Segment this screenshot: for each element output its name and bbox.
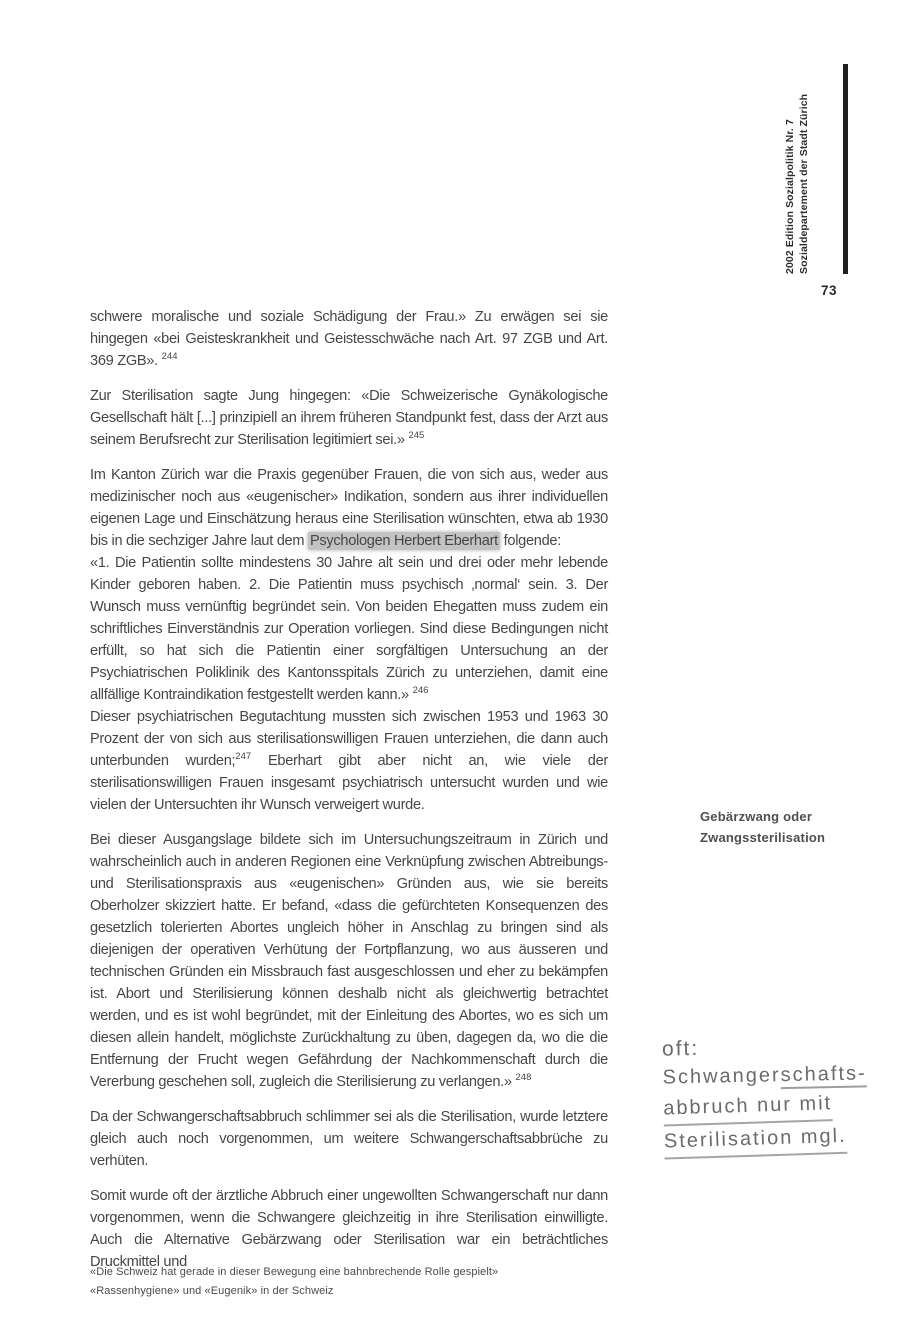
paragraph-2 <box>90 385 608 451</box>
footnote-ref-247: 247 <box>235 751 252 763</box>
paragraph-7-text: Da der Schwangerschaftsabbruch schlimmer sei als die Sterilisation, wurde letztere gleich auch noch vorgenommen, um weitere Schwangerschaftsabbrüche zu verhüten. <box>90 1109 608 1169</box>
footnote-ref-244: 244 <box>161 351 178 363</box>
paragraph-3-text-end: folgende: <box>499 533 561 549</box>
paragraph-4-text: «1. Die Patientin sollte mindestens 30 Jahre alt sein und drei oder mehr lebende Kinder geboren haben. 2. Die Patientin muss psychisch ‚normal‘ sein. 3. Der Wunsch muss vernünftig begründet sein. Von beiden Ehegatten muss zudem ein schriftliches Einverständnis zur Operation vorliegen. Sind diese Bedingungen nicht erfüllt, so hat sich die Patientin einer sorgfältigen Untersuchung an der Psychiatrischen Poliklinik des Kantonsspitals Zürich zu unterziehen, damit eine allfällige Kontraindikation festgestellt werden kann.» <box>90 555 608 703</box>
paragraph-4-quote <box>90 552 608 706</box>
paragraph-8-text: Somit wurde oft der ärztliche Abbruch einer ungewollten Schwangerschaft nur dann vorgenommen, wenn die Schwangere gleichzeitig in ihre Sterilisation einwilligte. Auch die Alternative Gebärzwang oder Sterilisation war ein beträchtliches Druckmittel und <box>90 1188 608 1270</box>
footnote-ref-248: 248 <box>515 1072 532 1084</box>
margin-note-line-2: Zwangssterilisation <box>700 830 826 845</box>
paragraph-7 <box>90 1106 608 1172</box>
edition-imprint-vertical <box>784 62 812 274</box>
footer-line-2: «Rassenhygiene» und «Eugenik» in der Schweiz <box>90 1285 334 1297</box>
paragraph-1-text: schwere moralische und soziale Schädigung der Frau.» Zu erwägen sei sie hingegen «bei Geisteskrankheit und Geistesschwäche nach Art. 97 ZGB und Art. 369 ZGB». <box>90 309 608 369</box>
paragraph-5 <box>90 706 608 816</box>
paragraph-6 <box>90 829 608 1093</box>
handwritten-line-1: oft: <box>661 1036 700 1061</box>
highlight-mark: Psychologen Herbert Eberhart <box>309 533 498 549</box>
paragraph-6-text: Bei dieser Ausgangslage bildete sich im Untersuchungszeitraum in Zürich und wahrscheinlich auch in anderen Regionen eine Verknüpfung zwischen Abtreibungs- und Sterilisationspraxis aus «eugenischen» Gründen aus, wie sie bereits Oberholzer skizziert hatte. Er befand, «dass die gefürchteten Konsequenzen des gesetzlich tolerierten Abortes ungleich höher in Anschlag zu bringen sind als diejenigen der operativen Verhütung der Fortpflanzung, wo aus äusseren und technischen Gründen ein Missbrauch fast ausgeschlossen und eher zu bekämpfen ist. Abort und Sterilisierung können deshalb nicht als gleichwertig betrachtet werden, und es ist wohl begründet, mit der Einleitung des Abortes, wo es sich um diesen allein handelt, möglichste Zurückhaltung zu üben, dagegen da, wo die die Entfernung der Frucht wegen Gefährdung der Nachkommenschaft durch die Vererbung geschehen soll, zugleich die Sterilisierung zu verlangen.» <box>90 832 608 1090</box>
paragraph-5-text-end: Eberhart gibt aber nicht an, wie viele der sterilisationswilligen Frauen insgesamt psychiatrisch untersucht wurden und wie vielen der Untersuchten ihr Wunsch verweigert wurde. <box>90 753 608 813</box>
footnote-ref-245: 245 <box>408 430 425 442</box>
margin-note-line-1: Gebärzwang oder <box>700 809 813 824</box>
paragraph-2-text: Zur Sterilisation sagte Jung hingegen: «Die Schweizerische Gynäkologische Gesellschaft hält [...] prinzipiell an ihrem früheren Standpunkt fest, dass der Arzt aus seinem Berufsrecht zur Sterilisation legitimiert sei.» <box>90 388 608 448</box>
paragraph-8 <box>90 1185 608 1273</box>
handwritten-line-3: abbruch nur mit <box>663 1089 833 1126</box>
paragraph-3 <box>90 464 608 552</box>
footnote-ref-246: 246 <box>412 685 429 697</box>
paragraph-5-text: Dieser psychiatrischen Begutachtung mussten sich zwischen 1953 und 1963 30 Prozent der von sich aus sterilisationswilligen Frauen unterziehen, die dann auch unterbunden wurden; <box>90 709 608 769</box>
handwritten-line-2a: Schwanger <box>662 1064 781 1089</box>
imprint-line-2: Sozialdepartement der Stadt Zürich <box>797 93 810 274</box>
handwritten-line-4: Sterilisation mgl. <box>664 1122 848 1160</box>
footer-book-reference <box>90 1263 650 1301</box>
handwritten-line-2b: schafts- <box>780 1062 867 1089</box>
paragraph-3-text: Im Kanton Zürich war die Praxis gegenüber Frauen, die von sich aus, weder aus medizinischer noch aus «eugenischer» Indikation, sondern aus ihrer individuellen eigenen Lage und Einschätzung heraus eine Sterilisation wünschten, etwa ab 1930 bis in die sechziger Jahre laut dem <box>90 467 608 549</box>
margin-note <box>700 806 890 848</box>
imprint-rule <box>843 64 848 274</box>
imprint-line-1: 2002 Edition Sozialpolitik Nr. 7 <box>784 119 796 274</box>
page-number: 73 <box>821 283 838 298</box>
paragraph-1 <box>90 306 608 372</box>
footer-line-1: «Die Schweiz hat gerade in dieser Bewegung eine bahnbrechende Rolle gespielt» <box>90 1266 499 1278</box>
body-text-column <box>90 306 608 1273</box>
handwritten-note <box>662 1029 911 1158</box>
